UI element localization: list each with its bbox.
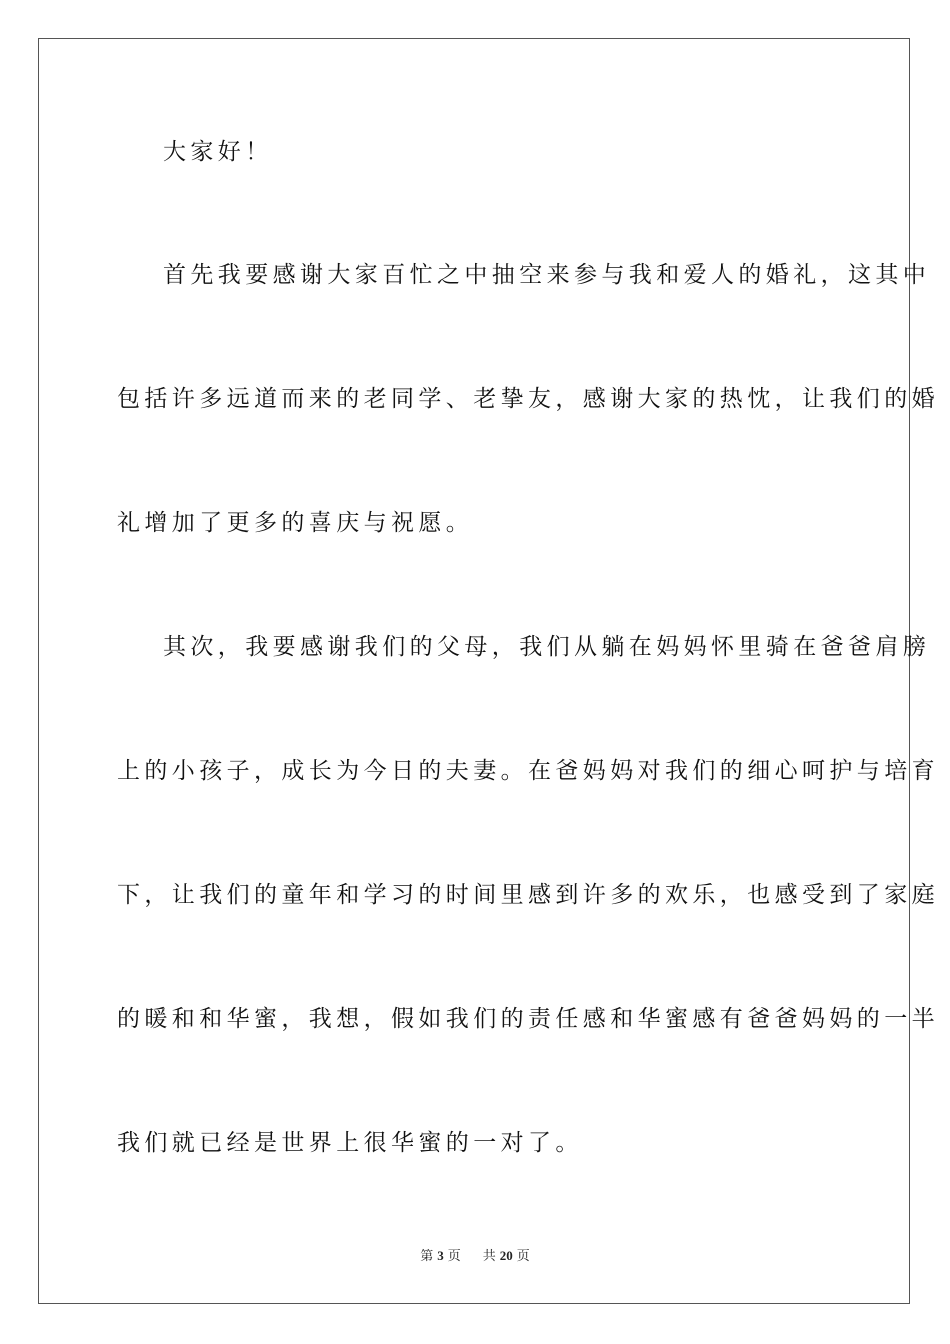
page-frame xyxy=(38,38,910,1304)
total-pages: 20 xyxy=(499,1248,513,1263)
paragraph-2-line-3: 下，让我们的童年和学习的时间里感到许多的欢乐，也感受到了家庭 xyxy=(117,882,939,908)
page-suffix: 页 xyxy=(447,1249,461,1264)
paragraph-2-line-2: 上的小孩子，成长为今日的夫妻。在爸妈妈对我们的细心呵护与培育 xyxy=(117,758,939,784)
paragraph-1-line-1: 首先我要感谢大家百忙之中抽空来参与我和爱人的婚礼，这其中 xyxy=(163,262,931,288)
paragraph-2-line-5: 我们就已经是世界上很华蜜的一对了。 xyxy=(117,1130,583,1156)
page-prefix: 第 xyxy=(420,1249,434,1264)
page-footer xyxy=(0,1245,950,1264)
total-suffix: 页 xyxy=(516,1249,530,1264)
paragraph-2-line-1: 其次，我要感谢我们的父母，我们从躺在妈妈怀里骑在爸爸肩膀 xyxy=(163,634,931,660)
total-prefix: 共 xyxy=(482,1249,496,1264)
page-number: 3 xyxy=(437,1248,444,1263)
greeting-line: 大家好！ xyxy=(163,139,273,165)
paragraph-2-line-4: 的暖和和华蜜，我想，假如我们的责任感和华蜜感有爸爸妈妈的一半 xyxy=(117,1006,939,1032)
paragraph-1-line-3: 礼增加了更多的喜庆与祝愿。 xyxy=(117,510,474,536)
paragraph-1-line-2: 包括许多远道而来的老同学、老挚友，感谢大家的热忱，让我们的婚 xyxy=(117,386,939,412)
